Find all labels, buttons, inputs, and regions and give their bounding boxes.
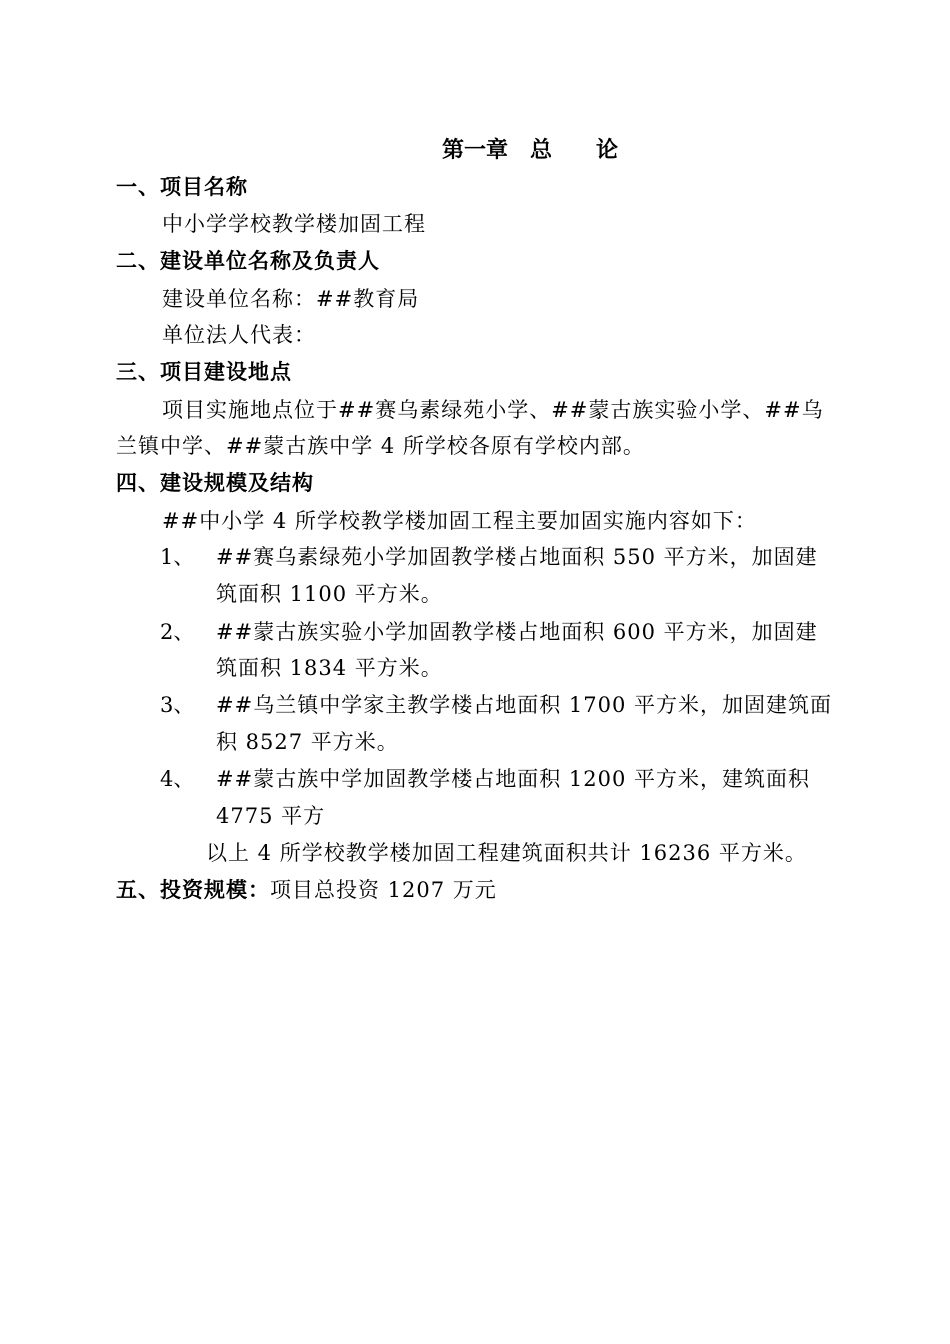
list-item-text: 积 8527 平方米。	[216, 730, 399, 754]
scale-intro-text: ##中小学 4 所学校教学楼加固工程主要加固实施内容如下：	[162, 509, 757, 533]
list-item-number: 1、	[160, 545, 195, 569]
list-item-text: ##蒙古族实验小学加固教学楼占地面积 600 平方米，加固建	[216, 620, 818, 644]
investment-text: 项目总投资 1207 万元	[270, 878, 497, 902]
list-item-text: ##赛乌素绿苑小学加固教学楼占地面积 550 平方米，加固建	[216, 545, 818, 569]
list-item-number: 4、	[160, 767, 195, 791]
section-heading-investment: 五、投资规模：	[116, 878, 270, 902]
list-item-text: ##蒙古族中学加固教学楼占地面积 1200 平方米，建筑面积	[216, 767, 810, 791]
list-item-text: 4775 平方	[216, 804, 326, 828]
section-heading-scale: 四、建设规模及结构	[116, 471, 314, 495]
section-heading-project-name: 一、项目名称	[116, 175, 248, 199]
section-heading-builder: 二、建设单位名称及负责人	[116, 249, 380, 273]
builder-name-text: 建设单位名称：##教育局	[162, 287, 420, 311]
legal-rep-text: 单位法人代表：	[162, 323, 316, 347]
list-item-number: 2、	[160, 620, 195, 644]
chapter-title: 第一章 总 论	[442, 138, 619, 163]
list-item-text: ##乌兰镇中学家主教学楼占地面积 1700 平方米，加固建筑面	[216, 693, 832, 717]
location-text-line1: 项目实施地点位于##赛乌素绿苑小学、##蒙古族实验小学、##乌	[162, 398, 824, 422]
scale-summary-text: 以上 4 所学校教学楼加固工程建筑面积共计 16236 平方米。	[206, 841, 807, 865]
section-heading-location: 三、项目建设地点	[116, 360, 292, 384]
investment-line	[116, 875, 497, 905]
list-item-text: 筑面积 1834 平方米。	[216, 656, 443, 680]
list-item-number: 3、	[160, 693, 195, 717]
list-item-text: 筑面积 1100 平方米。	[216, 582, 443, 606]
location-text-line2: 兰镇中学、##蒙古族中学 4 所学校各原有学校内部。	[116, 434, 645, 458]
project-name-text: 中小学学校教学楼加固工程	[162, 212, 426, 236]
